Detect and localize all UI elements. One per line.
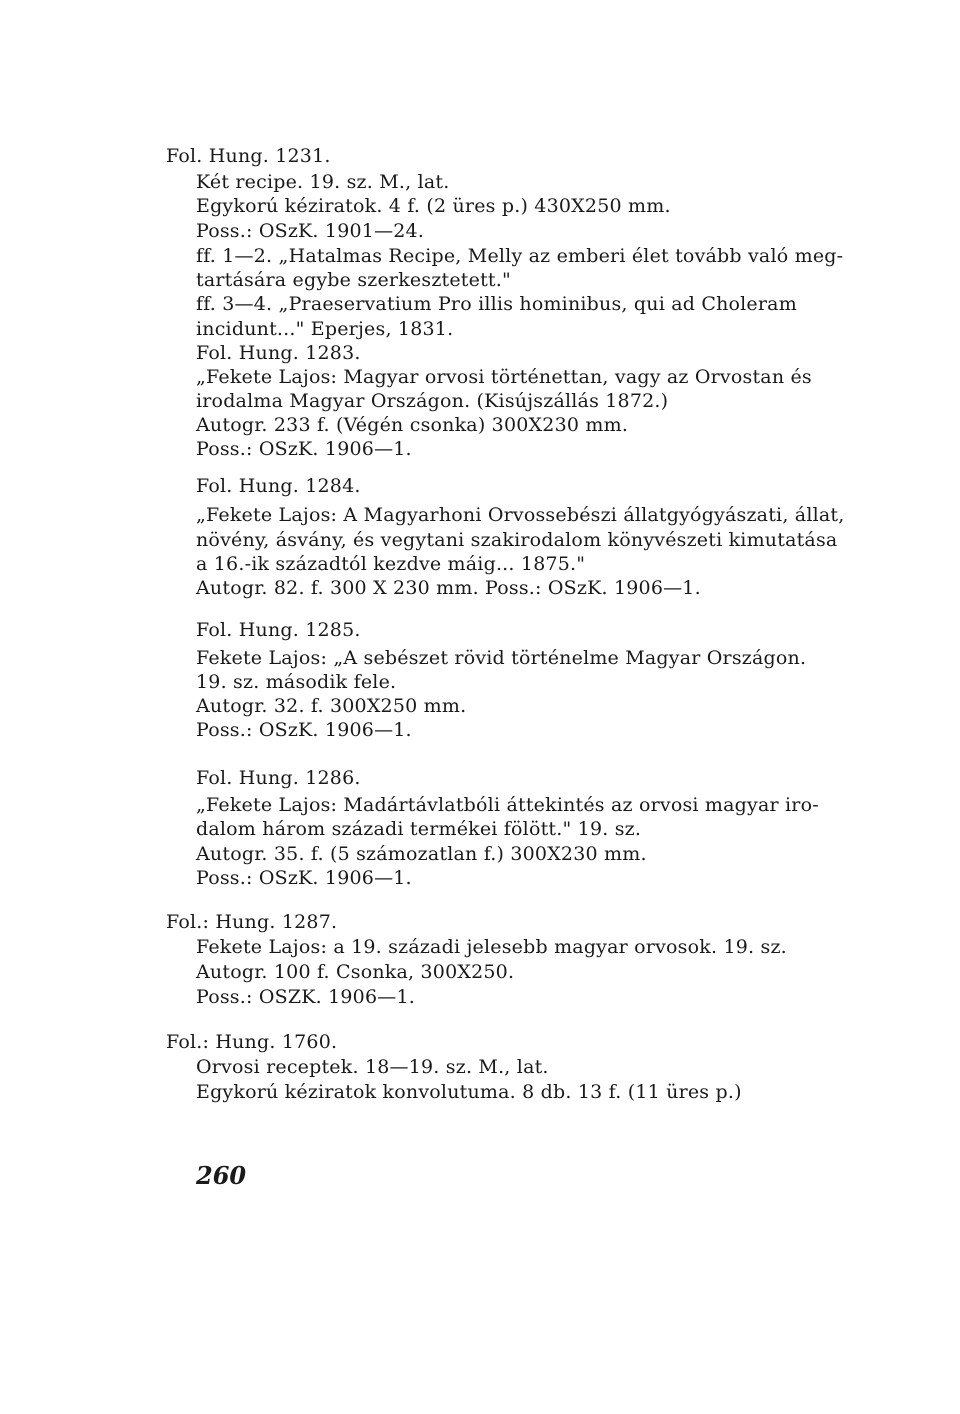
entry-line: 19. sz. második fele. [196,671,397,693]
entry-heading: Fol. Hung. 1285. [196,619,361,641]
entry-line: tartására egybe szerkesztetett." [196,269,511,291]
entry-line: irodalma Magyar Országon. (Kisújszállás 1872.) [196,390,669,412]
entry-line: növény, ásvány, és vegytani szakirodalom könyvészeti kimutatása [196,529,838,551]
page-number: 260 [196,1161,247,1190]
entry-line: ff. 3—4. „Praeservatium Pro illis hominibus, qui ad Choleram [196,293,797,315]
entry-line: „Fekete Lajos: A Magyarhoni Orvossebészi állatgyógyászati, állat, [196,504,845,526]
entry-heading: Fol. Hung. 1283. [196,342,361,364]
entry-line: Poss.: OSZK. 1906—1. [196,986,415,1008]
entry-line: Autogr. 233 f. (Végén csonka) 300X230 mm. [196,414,629,436]
entry-heading: Fol.: Hung. 1760. [166,1031,338,1053]
entry-line: Autogr. 35. f. (5 számozatlan f.) 300X230 mm. [196,843,647,865]
entry-line: Poss.: OSzK. 1901—24. [196,220,425,242]
entry-line: Autogr. 32. f. 300X250 mm. [196,695,467,717]
entry-line: Egykorú kéziratok. 4 f. (2 üres p.) 430X250 mm. [196,195,671,217]
entry-line: Két recipe. 19. sz. M., lat. [196,171,450,193]
entry-line: „Fekete Lajos: Magyar orvosi történettan, vagy az Orvostan és [196,366,812,388]
entry-line: Orvosi receptek. 18—19. sz. M., lat. [196,1056,549,1078]
entry-line: Autogr. 82. f. 300 X 230 mm. Poss.: OSzK. 1906—1. [196,577,701,599]
entry-line: incidunt..." Eperjes, 1831. [196,318,454,340]
entry-line: Poss.: OSzK. 1906—1. [196,867,412,889]
entry-line: Fekete Lajos: „A sebészet rövid történelme Magyar Országon. [196,647,807,669]
entry-line: Autogr. 100 f. Csonka, 300X250. [196,961,515,983]
entry-line: a 16.-ik századtól kezdve máig... 1875." [196,553,586,575]
entry-line: Poss.: OSzK. 1906—1. [196,438,412,460]
entry-line: Egykorú kéziratok konvolutuma. 8 db. 13 f. (11 üres p.) [196,1081,742,1103]
entry-line: „Fekete Lajos: Madártávlatbóli áttekintés az orvosi magyar iro- [196,794,819,816]
entry-heading: Fol. Hung. 1231. [166,145,331,167]
entry-line: Poss.: OSzK. 1906—1. [196,719,412,741]
entry-heading: Fol.: Hung. 1287. [166,911,338,933]
entry-line: Fekete Lajos: a 19. századi jelesebb magyar orvosok. 19. sz. [196,936,787,958]
entry-heading: Fol. Hung. 1286. [196,767,361,789]
entry-line: dalom három századi termékei fölött." 19. sz. [196,818,642,840]
entry-heading: Fol. Hung. 1284. [196,475,361,497]
entry-line: ff. 1—2. „Hatalmas Recipe, Melly az emberi élet tovább való meg- [196,245,844,267]
